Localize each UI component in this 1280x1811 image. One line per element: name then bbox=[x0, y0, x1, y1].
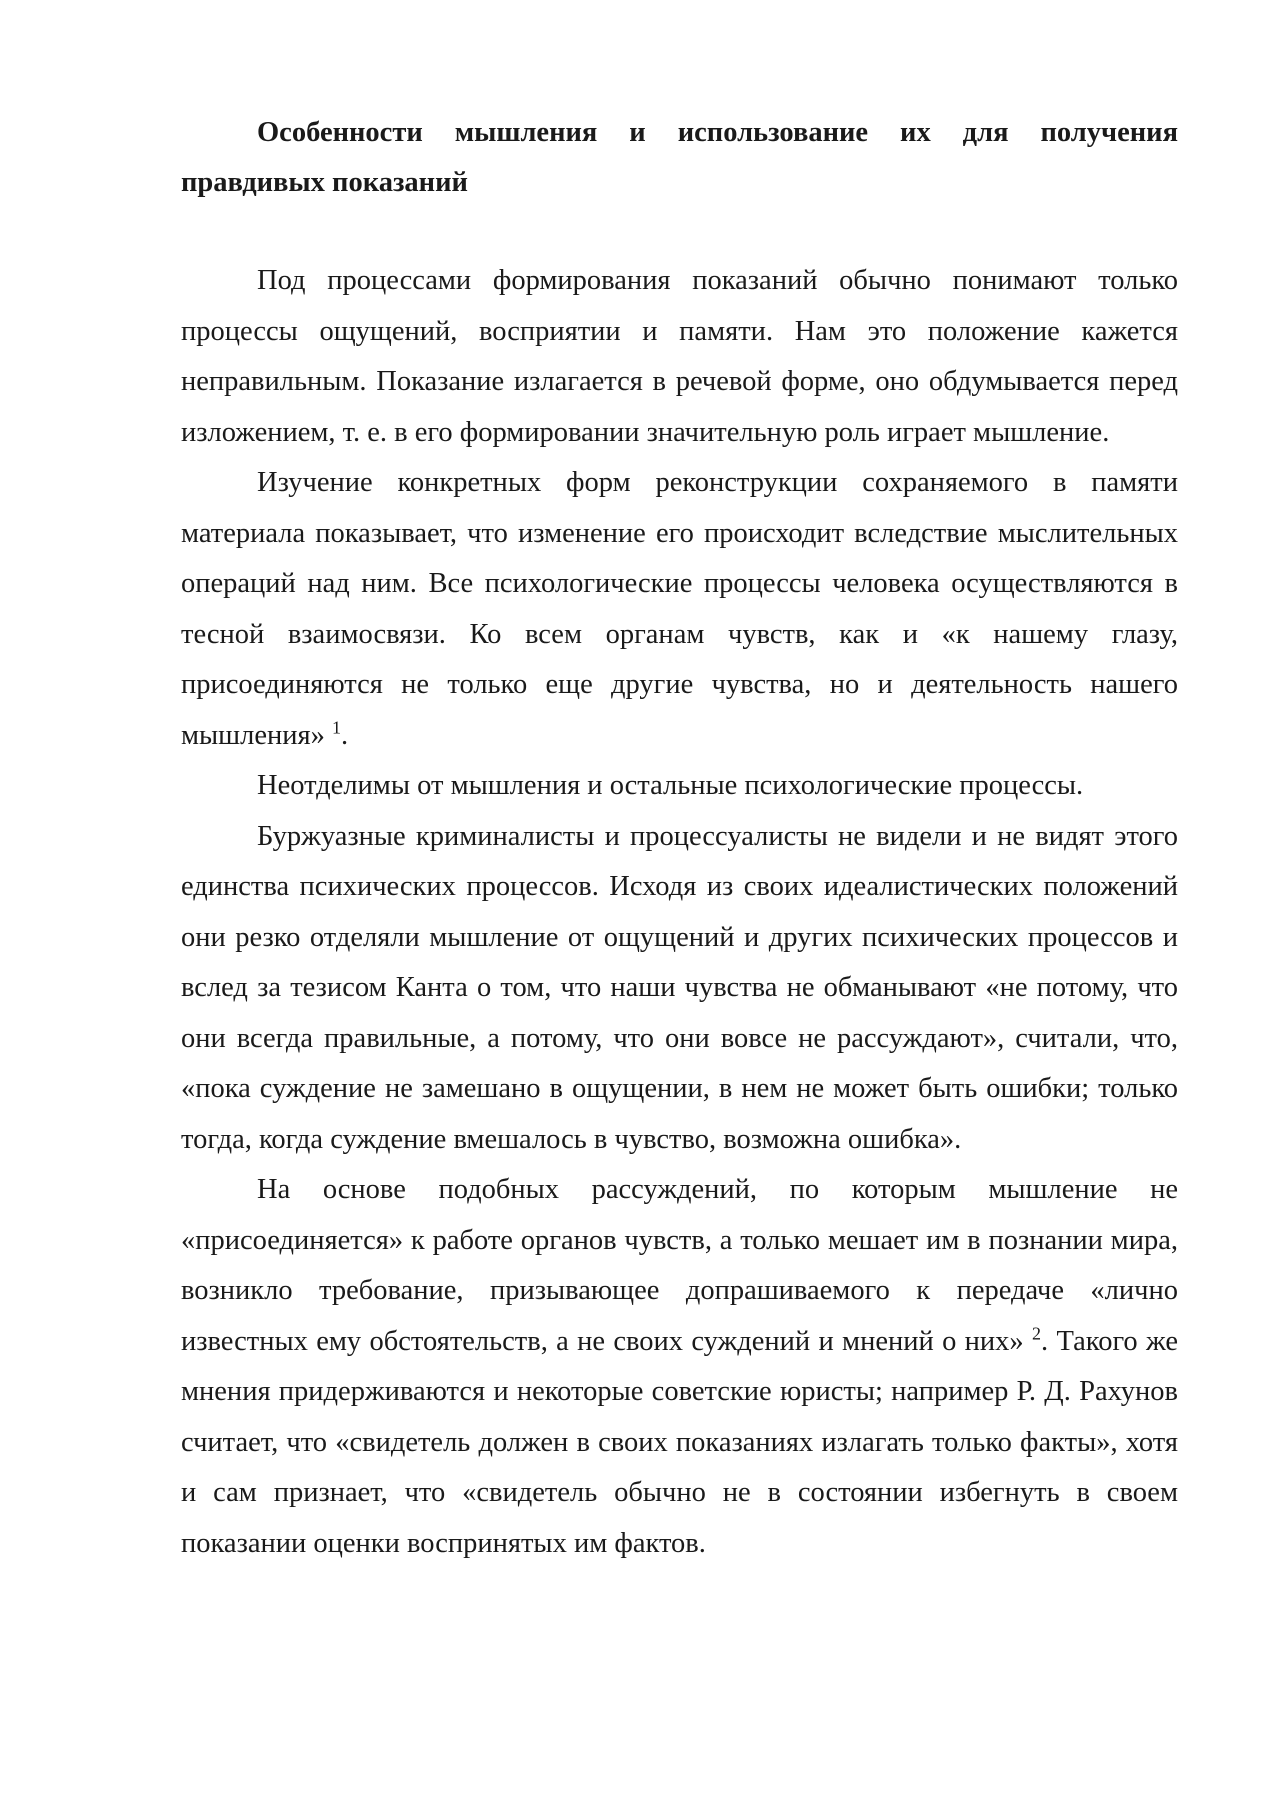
paragraph-5-after: . Такого же мнения придерживаются и некоторые советские юристы; например Р. Д. Рахунов считает, что «свидетель должен в своих показаниях излагать только факты», хотя и сам признает, что «свидетель обычно не в состоянии избегнуть в своем показании оценки воспринятых им фактов. bbox=[181, 1325, 1178, 1559]
footnote-ref-2[interactable]: 2 bbox=[1032, 1323, 1041, 1343]
paragraph-2 bbox=[181, 458, 1178, 761]
paragraph-4-text: Буржуазные криминалисты и процессуалисты не видели и не видят этого единства психических процессов. Исходя из своих идеалистических положений они резко отделяли мышление от ощущений и других психических процессов и вслед за тезисом Канта о том, что наши чувства не обманывают «не потому, что они всегда правильные, а потому, что они вовсе не рассуждают», считали, что, «пока суждение не замешано в ощущении, в нем не может быть ошибки; только тогда, когда суждение вмешалось в чувство, возможна ошибка». bbox=[181, 820, 1178, 1155]
paragraph-5-text: На основе подобных рассуждений, по которым мышление не «присоединяется» к работе органов чувств, а только мешает им в познании мира, возникло требование, призывающее допрашиваемого к передаче «лично известных ему обстоятельств, а не своих суждений и мнений о них» bbox=[181, 1174, 1178, 1357]
paragraph-5 bbox=[181, 1165, 1178, 1569]
document-title: Особенности мышления и использование их для получения правдивых показаний bbox=[181, 117, 1178, 198]
paragraph-2-after: . bbox=[341, 719, 349, 751]
footnote-ref-1[interactable]: 1 bbox=[332, 717, 341, 737]
paragraph-2-text: Изучение конкретных форм реконструкции сохраняемого в памяти материала показывает, что изменение его происходит вследствие мыслительных операций над ним. Все психологические процессы человека осуществляются в тесной взаимосвязи. Ко всем органам чувств, как и «к нашему глазу, присоединяются не только еще другие чувства, но и деятельность нашего мышления» bbox=[181, 467, 1178, 751]
paragraph-1 bbox=[181, 256, 1178, 458]
paragraph-1-text: Под процессами формирования показаний обычно понимают только процессы ощущений, восприятии и памяти. Нам это положение кажется неправильным. Показание излагается в речевой форме, оно обдумывается перед изложением, т. е. в его формировании значительную роль играет мышление. bbox=[181, 265, 1178, 448]
paragraph-4 bbox=[181, 812, 1178, 1166]
paragraph-3 bbox=[181, 761, 1178, 812]
document-page bbox=[181, 108, 1178, 1569]
paragraph-3-text: Неотделимы от мышления и остальные психологические процессы. bbox=[257, 770, 1084, 801]
